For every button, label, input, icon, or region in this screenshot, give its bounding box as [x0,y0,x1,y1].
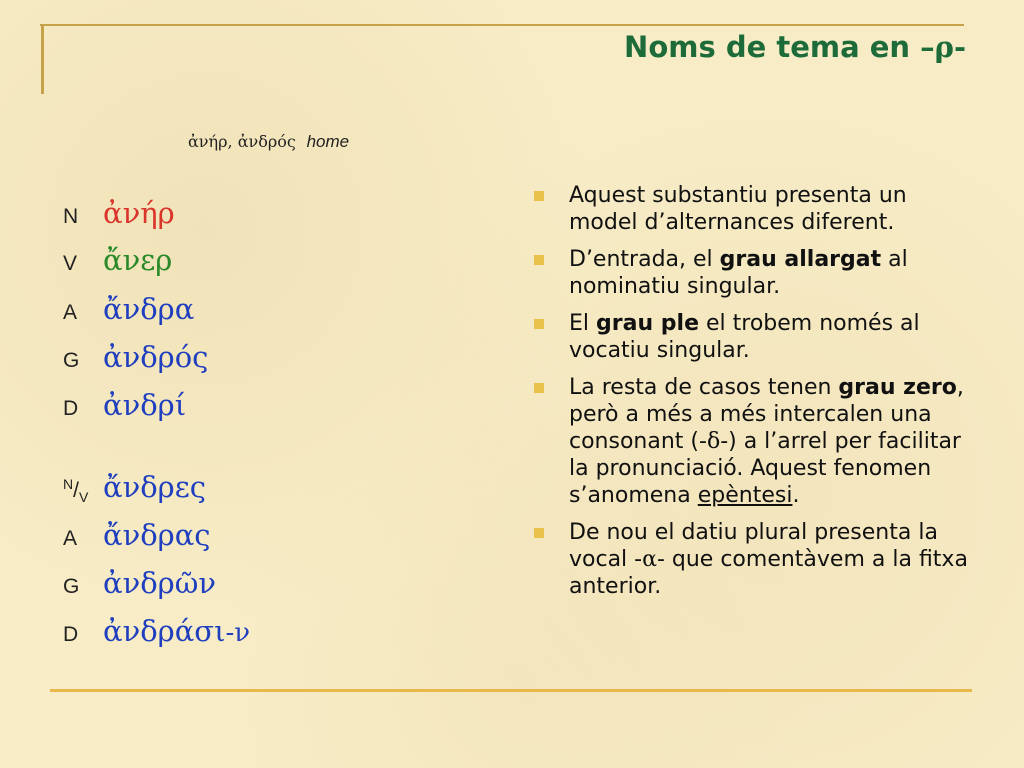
case-row-gen-pl [63,566,216,606]
title-suffix: –ρ- [920,30,966,64]
case-row-acc-pl [63,518,211,558]
lemma-gloss: home [306,132,350,151]
case-form: ἀνήρ [103,196,175,230]
case-form: ἀνδράσι-ν [103,614,251,648]
case-label: N [63,205,79,228]
case-row-acc-sg [63,292,194,332]
case-form: ἄνερ [103,243,173,277]
bullet-square-icon [534,319,544,329]
case-label: G [63,349,80,372]
bullet-item: De nou el datiu plural presenta la vocal -α- que comentàvem a la fitxa anterior. [534,519,974,600]
case-row-dat-sg [63,388,186,428]
case-form: ἄνδρες [103,470,206,504]
case-label: G [63,575,80,598]
case-label: D [63,623,79,646]
title-text: Noms de tema en [624,30,921,64]
frame-top-line [40,24,964,26]
case-label: $^N/_V$ [63,476,89,506]
case-form: ἄνδρα [103,292,195,326]
case-label: A [63,527,78,550]
case-row-gen-sg [63,340,208,380]
case-form: ἀνδρῶν [103,566,216,600]
case-row-nom-sg [63,196,175,236]
bullet-item: Aquest substantiu presenta un model d’alternances diferent. [534,182,974,236]
bullet-item: El grau ple el trobem només al vocatiu singular. [534,310,974,364]
lemma-greek: ἀνήρ, ἀνδρός [188,132,296,151]
bullet-square-icon [534,528,544,538]
bullet-square-icon [534,255,544,265]
case-form: ἀνδρί [103,388,187,422]
case-row-voc-sg [63,243,172,283]
slide-title [624,30,966,64]
case-label: D [63,397,79,420]
bullet-square-icon [534,191,544,201]
case-row-nomvoc-pl [63,470,206,510]
case-form: ἄνδρας [103,518,211,552]
case-form: ἀνδρός [103,340,209,374]
bullet-item: La resta de casos tenen grau zero, però a més a més intercalen una consonant (-δ-) a l’arrel per facilitar la pronunciació. Aquest fenomen s’anomena epèntesi. [534,374,974,509]
frame-bottom-line [50,689,972,692]
frame-left-line [41,24,44,94]
case-row-dat-pl [63,614,250,654]
bullet-list [534,182,974,610]
bullet-item: D’entrada, el grau allargat al nominatiu singular. [534,246,974,300]
case-label: V [63,252,78,275]
case-label: A [63,301,78,324]
lemma [188,132,349,152]
bullet-square-icon [534,383,544,393]
